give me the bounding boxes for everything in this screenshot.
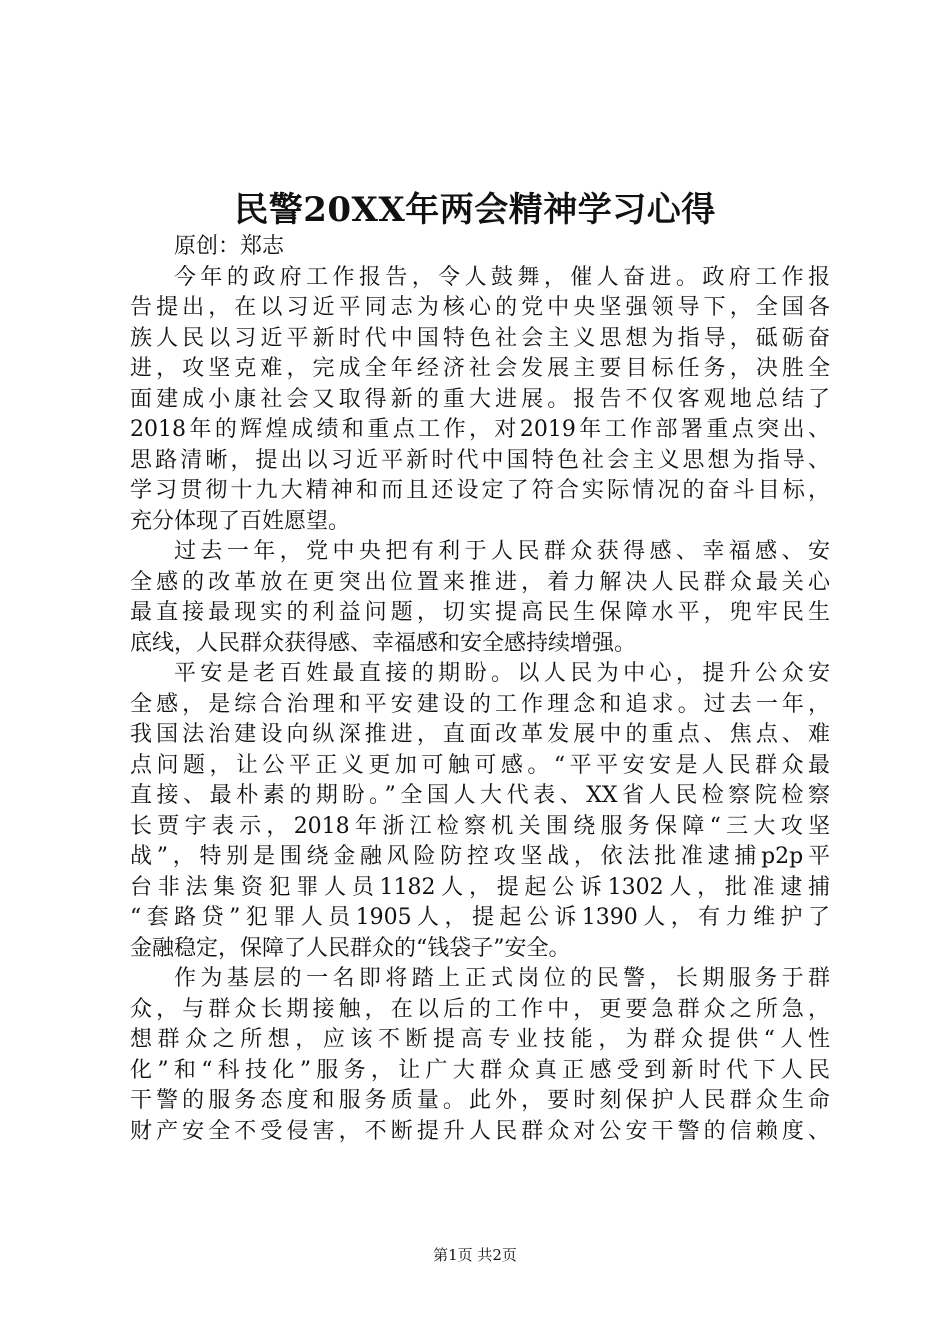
paragraph-line: 思路清晰，提出以习近平新时代中国特色社会主义思想为指导、 [130, 447, 830, 473]
paragraph-line: 我国法治建设向纵深推进，直面改革发展中的重点、焦点、难 [130, 722, 830, 747]
paragraph-line: 战”，特别是围绕金融风险防控攻坚战，依法批准逮捕p2p平 [130, 844, 830, 869]
paragraph-line: 过去一年，党中央把有利于人民群众获得感、幸福感、安 [174, 539, 830, 564]
paragraph-line: 化”和“科技化”服务，让广大群众真正感受到新时代下人民 [130, 1057, 830, 1083]
paragraph-line: 族人民以习近平新时代中国特色社会主义思想为指导，砥砺奋 [130, 325, 830, 351]
document-body [130, 232, 830, 1147]
paragraph-line: 充分体现了百姓愿望。 [130, 508, 351, 534]
paragraph-line: 直接、最朴素的期盼。”全国人大代表、XX省人民检察院检察 [130, 783, 830, 808]
paragraph-line: 点问题，让公平正义更加可触可感。“平平安安是人民群众最 [130, 752, 830, 778]
paragraph-line: 告提出，在以习近平同志为核心的党中央坚强领导下，全国各 [130, 295, 830, 320]
paragraph-line: 金融稳定，保障了人民群众的“钱袋子”安全。 [130, 935, 571, 961]
paragraph-line: 2018年的辉煌成绩和重点工作，对2019年工作部署重点突出、 [130, 417, 830, 442]
paragraph-line: 面建成小康社会又取得新的重大进展。报告不仅客观地总结了 [130, 386, 830, 412]
paragraph-line: 干警的服务态度和服务质量。此外，要时刻保护人民群众生命 [130, 1088, 830, 1113]
author-line: 原创：郑志 [174, 234, 285, 259]
paragraph-line: 作为基层的一名即将踏上正式岗位的民警，长期服务于群 [174, 966, 830, 991]
paragraph-line: 财产安全不受侵害，不断提升人民群众对公安干警的信赖度、 [130, 1118, 830, 1144]
paragraph-line: 全感的改革放在更突出位置来推进，着力解决人民群众最关心 [130, 569, 830, 595]
paragraph-line: 学习贯彻十九大精神和而且还设定了符合实际情况的奋斗目标， [130, 478, 830, 503]
paragraph-line: 最直接最现实的利益问题，切实提高民生保障水平，兜牢民生 [130, 600, 830, 625]
page-footer: 第1页 共2页 [433, 1246, 517, 1264]
paragraph-line: 长贾宇表示，2018年浙江检察机关围绕服务保障“三大攻坚 [130, 813, 830, 839]
paragraph-line: 底线，人民群众获得感、幸福感和安全感持续增强。 [130, 630, 637, 656]
paragraph-line: “套路贷”犯罪人员1905人，提起公诉1390人，有力维护了 [130, 905, 830, 930]
paragraph-line: 众，与群众长期接触，在以后的工作中，更要急群众之所急， [130, 996, 830, 1022]
paragraph-line: 平安是老百姓最直接的期盼。以人民为中心，提升公众安 [174, 661, 830, 686]
document-title: 民警20XX年两会精神学习心得 [234, 190, 716, 230]
paragraph-line: 今年的政府工作报告，令人鼓舞，催人奋进。政府工作报 [174, 264, 830, 290]
paragraph-line: 台非法集资犯罪人员1182人，提起公诉1302人，批准逮捕 [130, 874, 830, 900]
paragraph-line: 进，攻坚克难，完成全年经济社会发展主要目标任务，决胜全 [130, 356, 830, 381]
paragraph-line: 全感，是综合治理和平安建设的工作理念和追求。过去一年， [130, 691, 830, 717]
paragraph-line: 想群众之所想，应该不断提高专业技能，为群众提供“人性 [130, 1027, 830, 1052]
